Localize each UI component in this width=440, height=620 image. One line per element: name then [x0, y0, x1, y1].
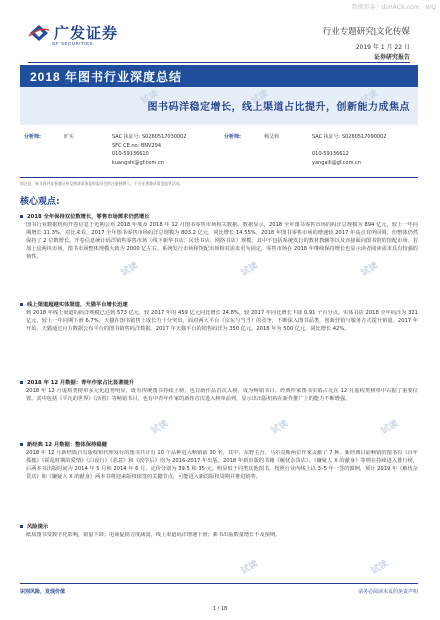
industry-tag: 行业专题研究|文化传媒: [322, 26, 410, 36]
analyst-spacer: [312, 142, 386, 151]
header-divider: [28, 62, 410, 63]
analyst-label-right: 分析师:: [224, 134, 241, 140]
footer-disclaimer-link[interactable]: 请务必阅读末页的免责声明: [357, 589, 418, 595]
watermark: 试读: [369, 558, 391, 577]
analyst-right-info: [312, 133, 386, 167]
watermark: 试读: [139, 88, 161, 107]
section-text: 纸质图书受数字化影响，销量下降；电商促销力度减弱，线上渠道码洋增速下滑；新书出版数量增长不及预期。: [26, 532, 281, 538]
watermark: 试读: [239, 260, 261, 279]
report-date: 2019 年 1 月 22 日: [355, 44, 410, 51]
bullet-icon: [20, 303, 23, 306]
analyst-name: 杨艾莉: [264, 134, 280, 140]
watermark: 试读: [239, 558, 261, 577]
report-title: 2018 年图书行业深度总结: [30, 70, 183, 84]
logo-english: GF SECURITIES: [52, 41, 94, 46]
analyst-left-info: [112, 133, 186, 167]
analyst-left-names: [64, 133, 74, 142]
banner-title-bar: [20, 65, 418, 87]
analyst-block: [20, 129, 418, 178]
analyst-email: kuangshi@gf.com.cn: [112, 159, 164, 166]
core-heading: 核心观点:: [20, 197, 60, 207]
watermark: 试读: [249, 88, 271, 107]
analyst-sac: SAC 执证号: S0260517030002: [112, 134, 187, 140]
section-text: 到 2018 年线上渠道的码洋规模已达到 573 亿元，较 2017 年的 459 亿元同比增长 24.8%，较 2017 年同比增长下降 0.91 个百分点。实体书店 2018 全年码洋为 321 亿元，较上一年同期下滑 6.7%。天猫在图书销售上成长力十分突出，面对两大平台（京东与当当）的竞争，不断深入图书品类，创新营销与服务方式提升销量。2017 年开始，天猫通过官方数据公布平台的图书销售码洋数据。2017 年天猫平台的销售码洋为 350 亿元，2018 年为 500 亿元，同比增长 42%。: [26, 310, 418, 332]
page-number: 1 / 18: [212, 606, 228, 612]
watermark: 试读: [359, 88, 381, 107]
brand-logo: [28, 22, 118, 43]
section-heading: 线上渠道超越实体渠道，天猫平台增长迅速: [20, 300, 128, 308]
section-heading: 2018 年 12 月数据：青年作家占比显著提升: [20, 378, 134, 386]
bullet-icon: [20, 215, 23, 218]
logo-text: 广发证券: [54, 25, 119, 42]
analyst-sfc: SFC CE.no: BNV294: [112, 142, 162, 149]
section-heading: 2018 全年保持双位数增长，零售市场需求仍然增长: [20, 212, 150, 220]
watermark: 试读: [119, 260, 141, 279]
analyst-right-names: [264, 133, 279, 142]
bullet-icon: [20, 443, 23, 446]
watermark: 试读: [359, 260, 381, 279]
title-banner: [20, 65, 418, 125]
watermark: 试读: [379, 418, 401, 437]
analyst-sac: SAC 执证号: S0260517090002: [312, 134, 387, 140]
analyst-phone: 010-59136612: [312, 151, 349, 158]
analyst-phone: 010-59136610: [112, 151, 149, 158]
analyst-disclaimer: 请注意，杨艾莉并非香港证券及期货事务监察委员会的注册持牌人，不可在香港从事受监管活动。: [20, 181, 184, 186]
footer-divider: [20, 583, 418, 584]
bullet-icon: [20, 525, 23, 528]
gf-logo-icon: [28, 24, 50, 42]
section-heading: 风险提示: [20, 522, 48, 530]
bullet-icon: [20, 381, 23, 384]
report-type: 证券研究报告: [373, 54, 410, 61]
section-text: 2018 年 12 月新经典自有版权和代理发行的图书共计有 10 个品种进入畅销前 30 名，其中，东野圭吾、马尔克斯两位作家贡献了 7 种。新经典目前畅销的图书有《百年孤独》《霍乱时期的爱情》《白夜行》《恶意》和《放学后》均为 2016-2017 年出版。2018 年新出版的书籍《解忧杂货店》、《嫌疑人 X 的献身》等则在持续进入排行榜，后两本书出版时间为 2014 年 5 月和 2014 年 6 月，定价分别为 39.5 和 35 元。明显低于同类其他图书。按照行业内线上以 3–5 年一签的惯例，预计 2019 年《解忧杂货店》和《嫌疑人 X 的献身》两本书将迎来版权续签的关键节点，可能进入新的版权周期并推进销售。: [26, 450, 418, 480]
analyst-label-left: 分析师:: [24, 134, 41, 140]
site-watermark: 数据黑客 · dsHACK.com · WQ: [351, 4, 436, 11]
watermark: 试读: [269, 418, 291, 437]
footer-slogan: 识别风险，发现价值: [20, 589, 66, 595]
analyst-name: 旷实: [64, 134, 75, 140]
report-subtitle: 图书码洋稳定增长，线上渠道占比提升，创新能力成焦点: [147, 102, 410, 113]
watermark: 试读: [149, 418, 171, 437]
section-text: 2018 年 12 月虚构类榜单多元化趋势明显，既有传统图书持续上榜，也有新作品首次入榜，成为畅销书目。经典作家图书实销占比在 12 月虚构类榜单中占据了重要位置。其中包括《平凡的世界》《活着》等畅销书目，也有中青年作家的新作首次进入榜单前列，显示出出版机构在新作推广上的能力不断增强。: [26, 388, 418, 402]
section-text: 图书行业数据机构开卷信息于近期公布 2018 年度及 2018 年 12 月图书零售市场相关数据。数据显示，2018 全年图书零售市场的码洋总规模为 894 亿元，较上一年同期增长 11.3%，对比来看，2017 全年图书零售市场码洋总规模为 803.2 亿元，同比增长 14.55%。2018 年图书零售市场的增速较 2017 年高点有所回调，但整体仍然保持了 2 位数增长。开卷信息统计码洋销售零售市场（线下新华书店、民营书店、网络书店）规模，其中不包括系统发行的教材教辅等以及直接面向图书馆的馆配市场。若加上这两块市场，图书市场整体规模大致为 2000 亿左右。系统发行市场和馆配市场相对需求更为固定，零售市场在 2018 年继续保持增长也显示读者阅读需求具有较强的韧性。: [26, 222, 418, 260]
analyst-email: yangaili@gf.com.cn: [312, 159, 361, 166]
section-heading: 新经典 12 月数据：整体保持稳健: [20, 440, 107, 448]
